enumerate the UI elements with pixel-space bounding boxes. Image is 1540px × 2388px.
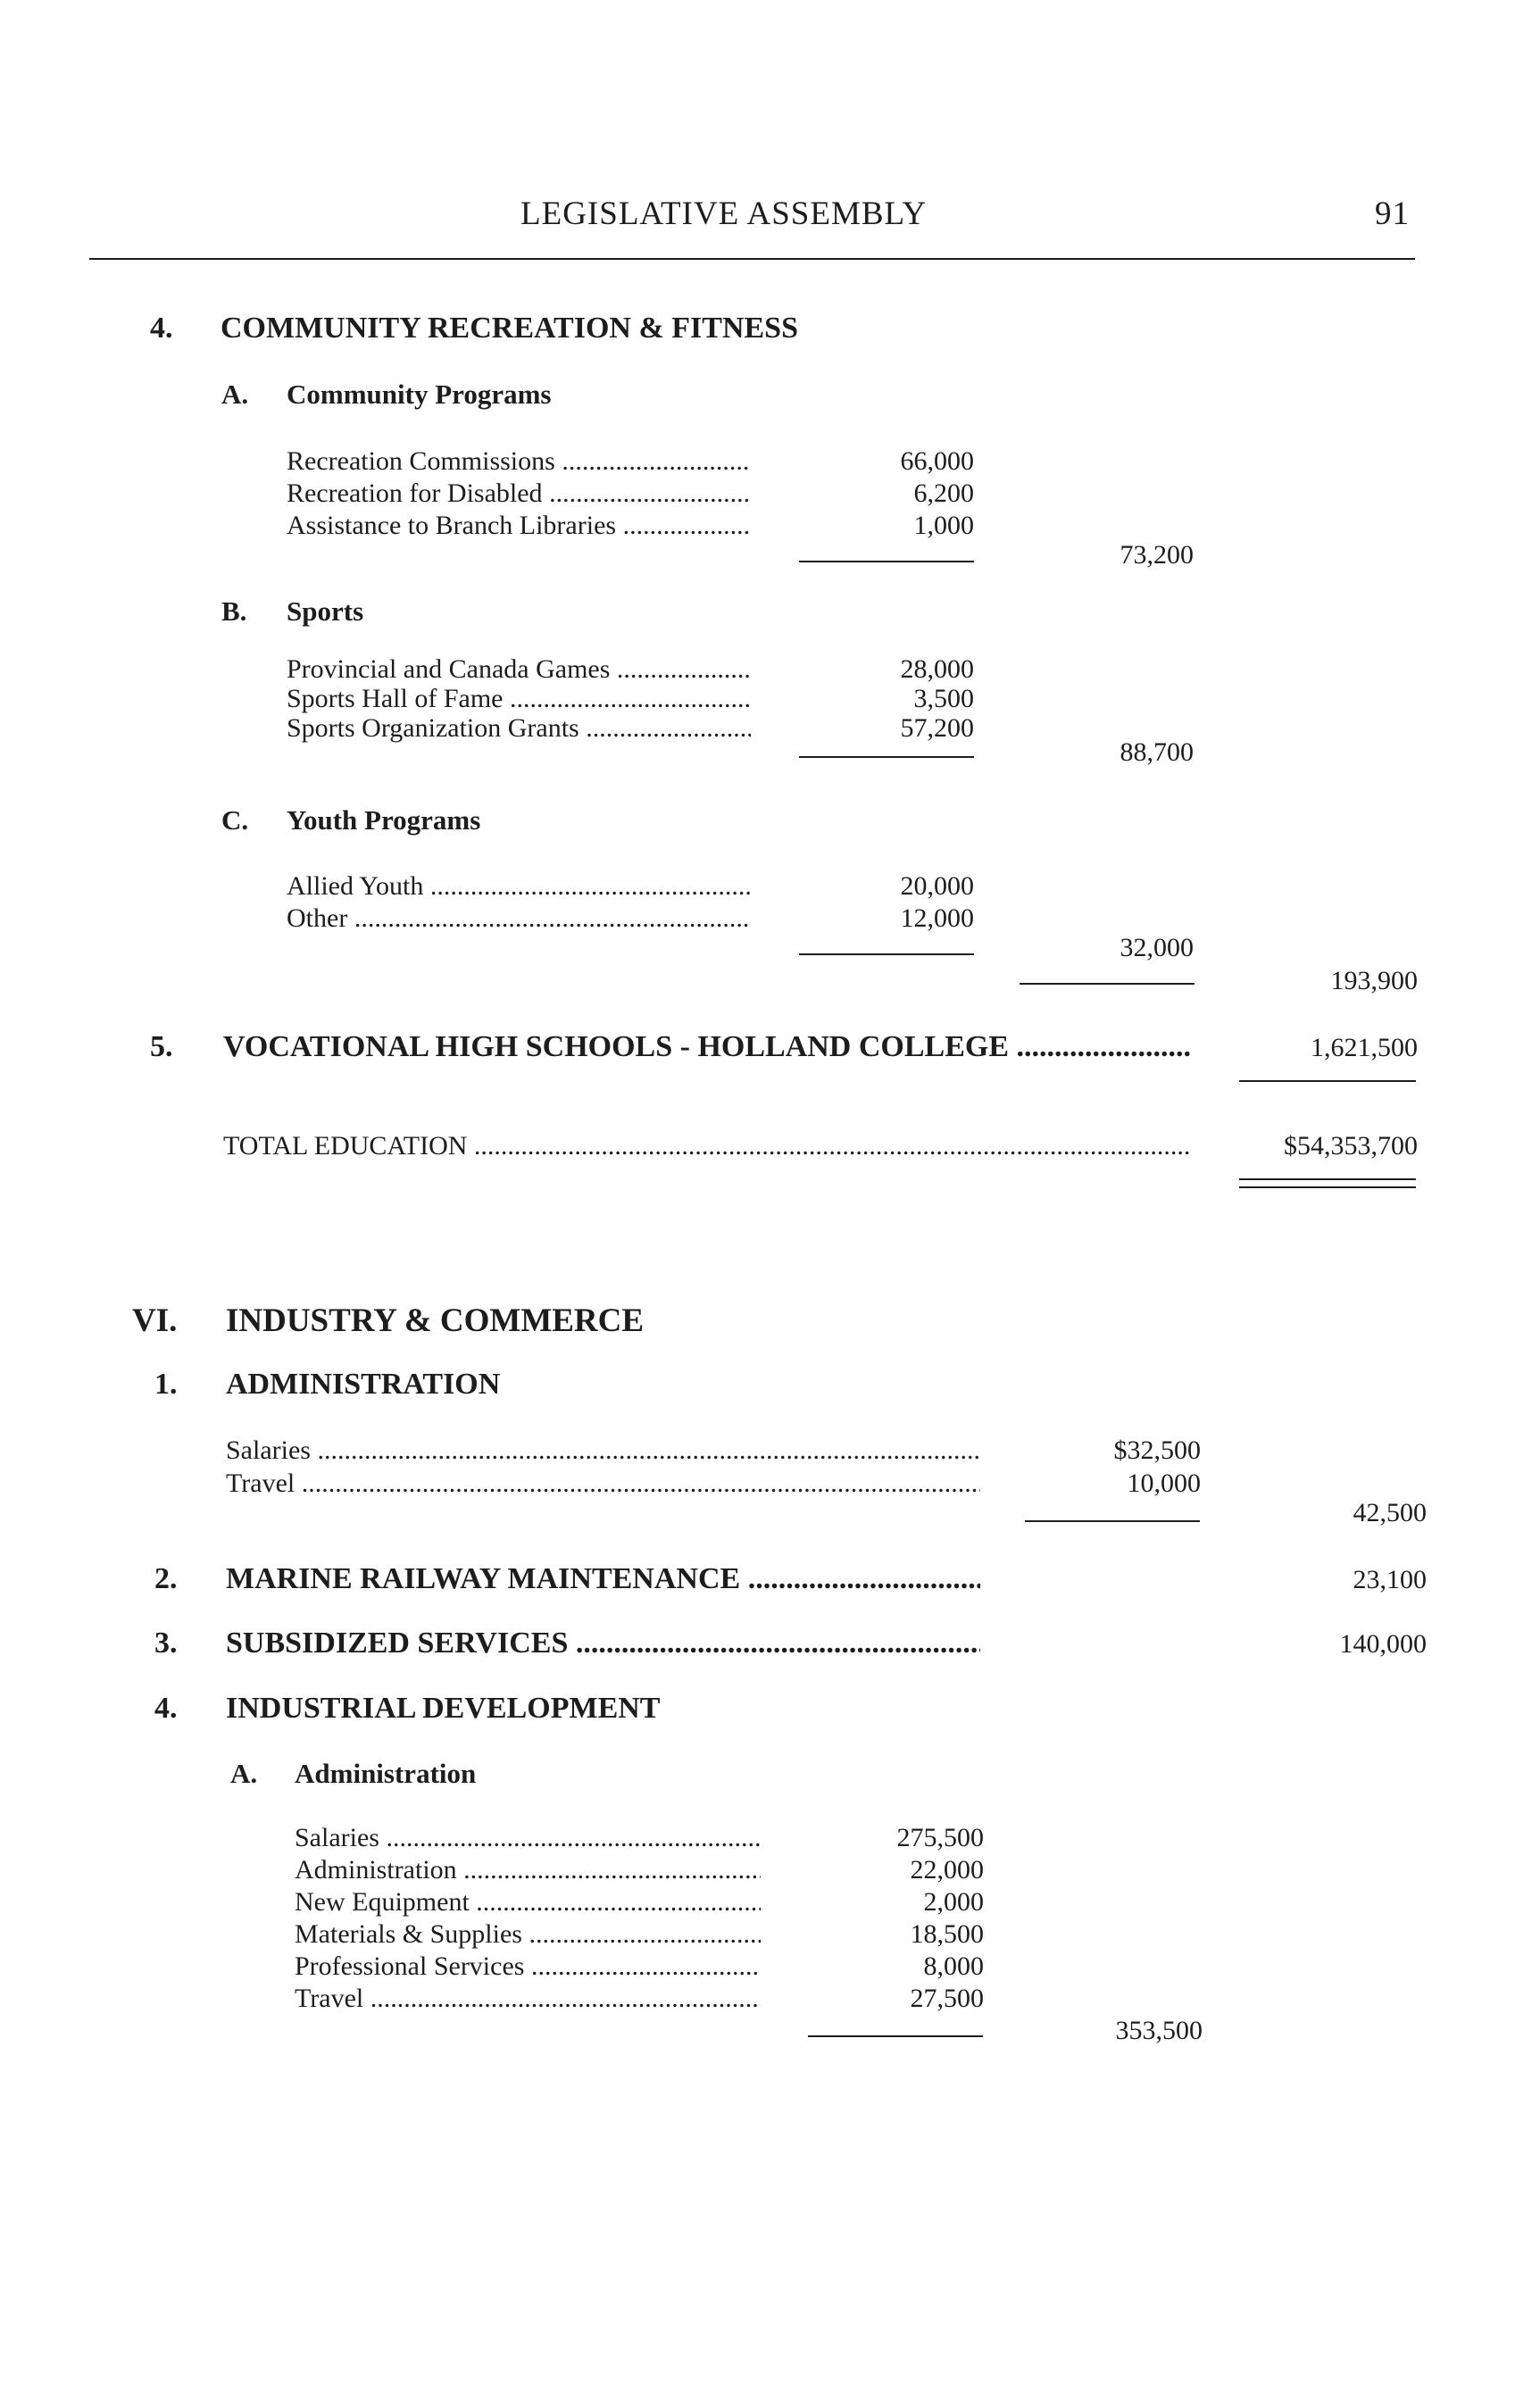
line-item-label: Professional Services .....	[295, 1951, 761, 1982]
total-education-amount: $54,353,700	[1284, 1131, 1418, 1161]
line-item-amount: 18,500	[910, 1919, 984, 1949]
section-4-number: 4.	[150, 312, 173, 345]
line-item-amount: 2,000	[923, 1887, 984, 1917]
subsection-4b-subtotal: 88,700	[1120, 737, 1194, 767]
section-4-total: 193,900	[1330, 966, 1418, 995]
line-item-amount: 275,500	[896, 1823, 984, 1852]
line-item-amount: 3,500	[913, 684, 974, 713]
line-item-label: Administration .....	[295, 1855, 761, 1885]
subsection-4c-letter: C.	[221, 804, 249, 836]
line-item-amount: 22,000	[910, 1855, 984, 1885]
subtotal-rule	[808, 2035, 983, 2037]
section-5-number: 5.	[150, 1030, 173, 1063]
subsection-4b-letter: B.	[221, 595, 247, 627]
section-vi3-number: 3.	[154, 1627, 178, 1660]
total-rule	[1239, 1080, 1416, 1082]
line-item-label: Recreation Commissions .....	[287, 446, 751, 477]
line-item-amount: $32,500	[1113, 1435, 1201, 1465]
part-vi-title: INDUSTRY & COMMERCE	[226, 1302, 645, 1339]
subsection-4b-title: Sports	[287, 595, 364, 627]
section-vi3-title: SUBSIDIZED SERVICES .....	[226, 1627, 980, 1660]
subtotal-rule	[1025, 1520, 1200, 1522]
line-item-label: New Equipment .....	[295, 1887, 761, 1918]
line-item-amount: 66,000	[900, 446, 974, 476]
line-item-amount: 27,500	[910, 1984, 984, 2013]
header-rule	[89, 258, 1415, 260]
line-item-amount: 10,000	[1127, 1469, 1201, 1498]
line-item-label: Provincial and Canada Games .....	[287, 654, 751, 685]
subsection-4a-subtotal: 73,200	[1120, 540, 1194, 570]
subsection-4c-title: Youth Programs	[287, 804, 481, 836]
subtotal-rule	[799, 953, 974, 955]
subsection-4c-subtotal: 32,000	[1120, 933, 1194, 962]
line-item-label: Sports Organization Grants .....	[287, 713, 751, 744]
line-item-amount: 28,000	[900, 654, 974, 684]
line-item-amount: 6,200	[913, 478, 974, 508]
line-item-label: Other .....	[287, 903, 751, 934]
subsection-vi4a-letter: A.	[230, 1758, 258, 1789]
section-vi1-number: 1.	[154, 1368, 178, 1401]
total-rule	[1020, 983, 1195, 985]
line-item-label: Travel .....	[226, 1469, 980, 1499]
section-vi1-title: ADMINISTRATION	[226, 1368, 501, 1401]
double-rule-top	[1239, 1178, 1416, 1180]
subsection-vi4a-title: Administration	[295, 1758, 477, 1789]
subtotal-rule	[799, 561, 974, 562]
line-item-amount: 1,000	[913, 511, 974, 540]
total-education-label: TOTAL EDUCATION .....	[223, 1131, 1192, 1161]
line-item-label: Materials & Supplies .....	[295, 1919, 761, 1950]
line-item-label: Salaries .....	[226, 1435, 980, 1466]
line-item-amount: 20,000	[900, 871, 974, 901]
section-4-title: COMMUNITY RECREATION & FITNESS	[221, 312, 798, 345]
section-vi4-number: 4.	[154, 1692, 178, 1725]
section-vi3-amount: 140,000	[1339, 1629, 1427, 1659]
page-header-title: LEGISLATIVE ASSEMBLY	[520, 196, 928, 232]
line-item-amount: 57,200	[900, 713, 974, 743]
line-item-label: Travel .....	[295, 1984, 761, 2014]
subsection-4a-title: Community Programs	[287, 379, 552, 410]
line-item-amount: 8,000	[923, 1951, 984, 1981]
part-vi-number: VI.	[132, 1302, 178, 1339]
line-item-label: Assistance to Branch Libraries .....	[287, 511, 751, 541]
section-vi2-number: 2.	[154, 1562, 178, 1595]
section-5-amount: 1,621,500	[1311, 1033, 1418, 1062]
subtotal-rule	[799, 756, 974, 758]
line-item-label: Allied Youth .....	[287, 871, 751, 902]
subsection-vi4a-subtotal: 353,500	[1115, 2016, 1203, 2045]
section-vi2-title: MARINE RAILWAY MAINTENANCE .....	[226, 1562, 980, 1596]
line-item-amount: 12,000	[900, 903, 974, 933]
section-5-title: VOCATIONAL HIGH SCHOOLS - HOLLAND COLLEGE .....	[223, 1030, 1192, 1064]
page-number: 91	[1375, 196, 1410, 232]
line-item-label: Recreation for Disabled .....	[287, 478, 751, 509]
section-vi2-amount: 23,100	[1353, 1565, 1427, 1594]
line-item-label: Salaries .....	[295, 1823, 761, 1853]
section-vi1-total: 42,500	[1353, 1498, 1427, 1527]
section-vi4-title: INDUSTRIAL DEVELOPMENT	[226, 1692, 661, 1725]
subsection-4a-letter: A.	[221, 379, 249, 410]
line-item-label: Sports Hall of Fame .....	[287, 684, 751, 714]
double-rule-bottom	[1239, 1186, 1416, 1188]
